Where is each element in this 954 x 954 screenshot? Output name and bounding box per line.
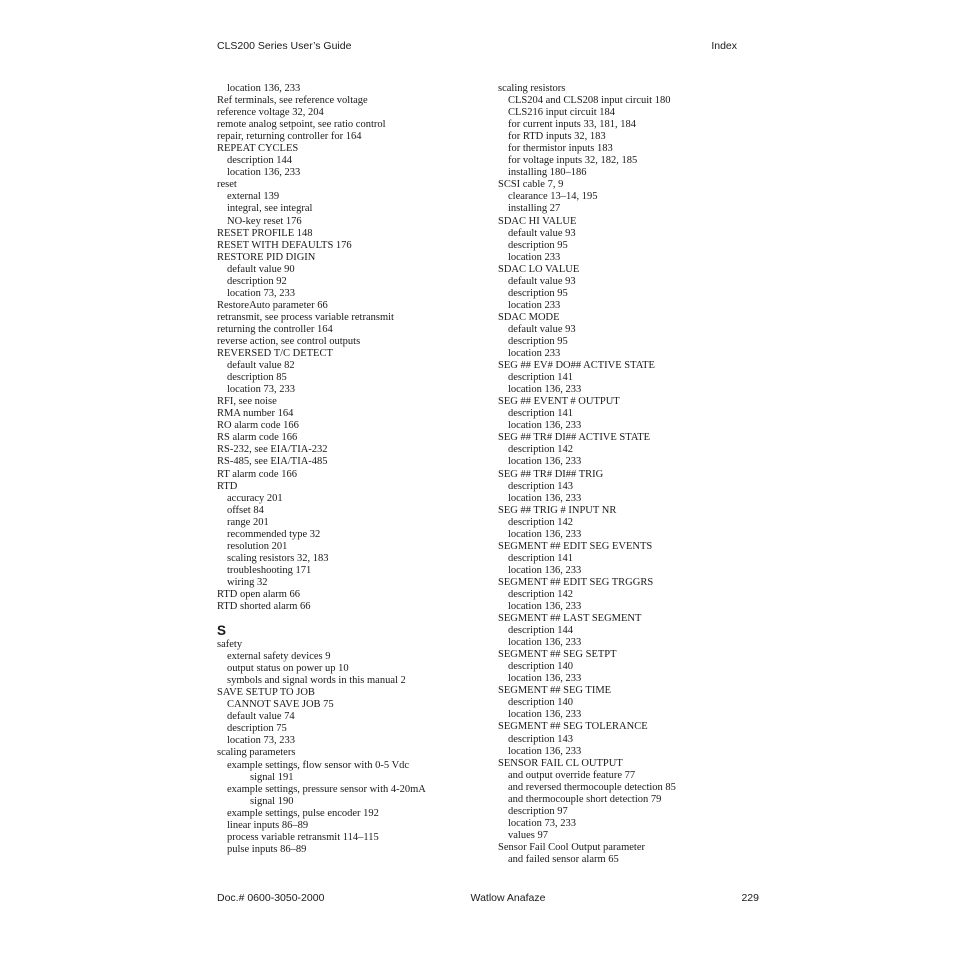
index-subentry: description 142 (508, 516, 574, 528)
index-subentry: wiring 32 (227, 576, 268, 588)
index-subentry: for thermistor inputs 183 (508, 143, 613, 155)
index-subentry: default value 74 (227, 711, 295, 723)
index-subentry: location 136, 233 (508, 492, 582, 504)
index-subentry: location 136, 233 (508, 528, 582, 540)
index-entry: SDAC MODE (498, 311, 560, 323)
index-subentry: description 92 (227, 275, 287, 287)
index-subentry: linear inputs 86–89 (227, 819, 309, 831)
index-entry: RTD open alarm 66 (217, 588, 301, 600)
index-subentry: offset 84 (227, 504, 264, 516)
index-subentry: installing 180–186 (508, 167, 587, 179)
index-subentry: description 140 (508, 661, 574, 673)
index-section-letter: S (217, 623, 227, 639)
index-subentry: example settings, flow sensor with 0-5 Vdc (227, 759, 410, 771)
index-subentry: resolution 201 (227, 540, 288, 552)
index-entry: returning the controller 164 (217, 323, 333, 335)
index-entry: scaling resistors (498, 83, 566, 94)
index-subentry: scaling resistors 32, 183 (227, 552, 329, 564)
index-subentry: description 75 (227, 723, 287, 735)
index-entry: SEG ## TR# DI## ACTIVE STATE (498, 432, 651, 444)
index-subentry: location 233 (508, 251, 561, 263)
index-entry: REPEAT CYCLES (217, 143, 299, 155)
index-entry: SDAC HI VALUE (498, 215, 577, 227)
index-subentry: example settings, pulse encoder 192 (227, 807, 379, 819)
index-entry: RTD shorted alarm 66 (217, 601, 311, 613)
index-entry: RESET PROFILE 148 (217, 227, 313, 239)
index-entry: reverse action, see control outputs (217, 335, 361, 347)
index-entry: reference voltage 32, 204 (217, 107, 324, 119)
index-subentry: description 95 (508, 239, 568, 251)
index-subentry: location 136, 233 (508, 673, 582, 685)
index-entry: Ref terminals, see reference voltage (217, 95, 368, 107)
index-subentry: description 141 (508, 552, 574, 564)
index-subentry: location 73, 233 (227, 735, 295, 747)
index-subentry: output status on power up 10 (227, 663, 349, 675)
index-subentry: description 142 (508, 444, 574, 456)
index-subentry: example settings, pressure sensor with 4-20mA (227, 783, 426, 795)
index-subentry: CANNOT SAVE JOB 75 (227, 699, 334, 711)
index-entry: RTD (217, 480, 238, 492)
index-entry: RS alarm code 166 (217, 432, 298, 444)
index-subentry: location 73, 233 (227, 384, 295, 396)
index-subentry: location 136, 233 (508, 384, 582, 396)
index-entry: RESTORE PID DIGIN (217, 251, 316, 263)
index-entry: SEG ## EV# DO## ACTIVE STATE (498, 360, 655, 372)
index-entry: REVERSED T/C DETECT (217, 348, 333, 360)
index-entry: RFI, see noise (217, 396, 277, 408)
index-subentry: location 233 (508, 299, 561, 311)
index-entry: SAVE SETUP TO JOB (217, 687, 315, 699)
index-subentry: and thermocouple short detection 79 (508, 793, 662, 805)
index-subentry: recommended type 32 (227, 528, 321, 540)
index-entry: RO alarm code 166 (217, 420, 299, 432)
index-subentry: location 136, 233 (508, 456, 582, 468)
index-subentry: description 143 (508, 480, 574, 492)
index-subentry: NO-key reset 176 (227, 215, 302, 227)
running-header-title: CLS200 Series User’s Guide (217, 40, 352, 52)
index-subentry: description 95 (508, 287, 568, 299)
index-entry: reset (217, 179, 237, 191)
index-subentry: installing 27 (508, 203, 561, 215)
index-subentry: for voltage inputs 32, 182, 185 (508, 155, 638, 167)
index-entry: safety (217, 639, 243, 651)
index-subentry: description 141 (508, 408, 574, 420)
index-subentry: and output override feature 77 (508, 769, 636, 781)
index-subentry: accuracy 201 (227, 492, 283, 504)
index-subentry: description 140 (508, 697, 574, 709)
index-subentry: integral, see integral (227, 203, 313, 215)
index-subentry: external 139 (227, 191, 280, 203)
index-entry: remote analog setpoint, see ratio control (217, 119, 386, 131)
index-subentry: default value 93 (508, 323, 576, 335)
index-subentry: description 144 (508, 625, 574, 637)
index-subentry: clearance 13–14, 195 (508, 191, 598, 203)
index-subentry: description 95 (508, 335, 568, 347)
index-column-right (498, 83, 768, 866)
index-subentry: default value 93 (508, 275, 576, 287)
index-entry: RS-485, see EIA/TIA-485 (217, 456, 328, 468)
index-entry: SEGMENT ## SEG SETPT (498, 649, 617, 661)
index-entry: RT alarm code 166 (217, 468, 297, 480)
index-subentry: description 142 (508, 588, 574, 600)
index-entry: RestoreAuto parameter 66 (217, 299, 328, 311)
index-entry: scaling parameters (217, 747, 296, 759)
footer-publisher: Watlow Anafaze (470, 892, 546, 904)
index-entry: SEGMENT ## SEG TOLERANCE (498, 721, 648, 733)
index-entry: RS-232, see EIA/TIA-232 (217, 444, 328, 456)
index-subentry: and reversed thermocouple detection 85 (508, 781, 676, 793)
index-entry: SEG ## EVENT # OUTPUT (498, 396, 620, 408)
index-entry: SDAC LO VALUE (498, 263, 580, 275)
index-subentry: symbols and signal words in this manual 2 (227, 675, 406, 687)
index-subentry: location 233 (508, 348, 561, 360)
index-subentry: default value 82 (227, 360, 295, 372)
index-subentry: pulse inputs 86–89 (227, 843, 307, 855)
index-subentry: location 136, 233 (508, 709, 582, 721)
index-subentry: location 136, 233 (508, 637, 582, 649)
index-subentry: description 141 (508, 372, 574, 384)
index-entry: SEGMENT ## LAST SEGMENT (498, 613, 642, 625)
index-subentry: location 73, 233 (508, 817, 576, 829)
index-subentry: location 136, 233 (508, 420, 582, 432)
index-subentry: default value 93 (508, 227, 576, 239)
index-subentry: location 73, 233 (227, 287, 295, 299)
index-entry: repair, returning controller for 164 (217, 131, 362, 143)
index-subentry: location 136, 233 (508, 745, 582, 757)
index-entry: Sensor Fail Cool Output parameter (498, 841, 645, 853)
index-entry: retransmit, see process variable retransmit (217, 311, 394, 323)
index-entry: SEGMENT ## EDIT SEG TRGGRS (498, 576, 654, 588)
index-entry: RMA number 164 (217, 408, 294, 420)
footer-page-number: 229 (741, 892, 759, 904)
index-subentry: location 136, 233 (508, 601, 582, 613)
index-subentry: for RTD inputs 32, 183 (508, 131, 606, 143)
index-subentry: and failed sensor alarm 65 (508, 854, 619, 865)
index-entry: SENSOR FAIL CL OUTPUT (498, 757, 623, 769)
index-subentry: default value 90 (227, 263, 295, 275)
index-subentry: for current inputs 33, 181, 184 (508, 119, 637, 131)
index-subentry: range 201 (227, 516, 269, 528)
index-entry: SEG ## TR# DI## TRIG (498, 468, 604, 480)
index-subentry: description 97 (508, 805, 568, 817)
index-subentry: location 136, 233 (227, 167, 301, 179)
index-subentry: description 143 (508, 733, 574, 745)
index-entry: SCSI cable 7, 9 (498, 179, 564, 191)
index-subentry: process variable retransmit 114–115 (227, 831, 379, 843)
index-subentry: signal 190 (250, 795, 294, 807)
index-subentry: CLS204 and CLS208 input circuit 180 (508, 95, 671, 107)
index-subentry: description 144 (227, 155, 293, 167)
index-subentry: external safety devices 9 (227, 651, 331, 663)
running-header-section: Index (711, 40, 737, 52)
index-subentry: location 136, 233 (227, 83, 301, 94)
index-subentry: values 97 (508, 829, 548, 841)
footer-doc-number: Doc.# 0600-3050-2000 (217, 892, 325, 904)
index-entry: SEGMENT ## EDIT SEG EVENTS (498, 540, 653, 552)
index-subentry: description 85 (227, 372, 287, 384)
index-entry: SEGMENT ## SEG TIME (498, 685, 612, 697)
index-column-left (217, 83, 487, 856)
index-subentry: signal 191 (250, 771, 294, 783)
index-subentry: location 136, 233 (508, 564, 582, 576)
index-entry: RESET WITH DEFAULTS 176 (217, 239, 352, 251)
index-subentry: CLS216 input circuit 184 (508, 107, 616, 119)
index-entry: SEG ## TRIG # INPUT NR (498, 504, 617, 516)
index-subentry: troubleshooting 171 (227, 564, 312, 576)
